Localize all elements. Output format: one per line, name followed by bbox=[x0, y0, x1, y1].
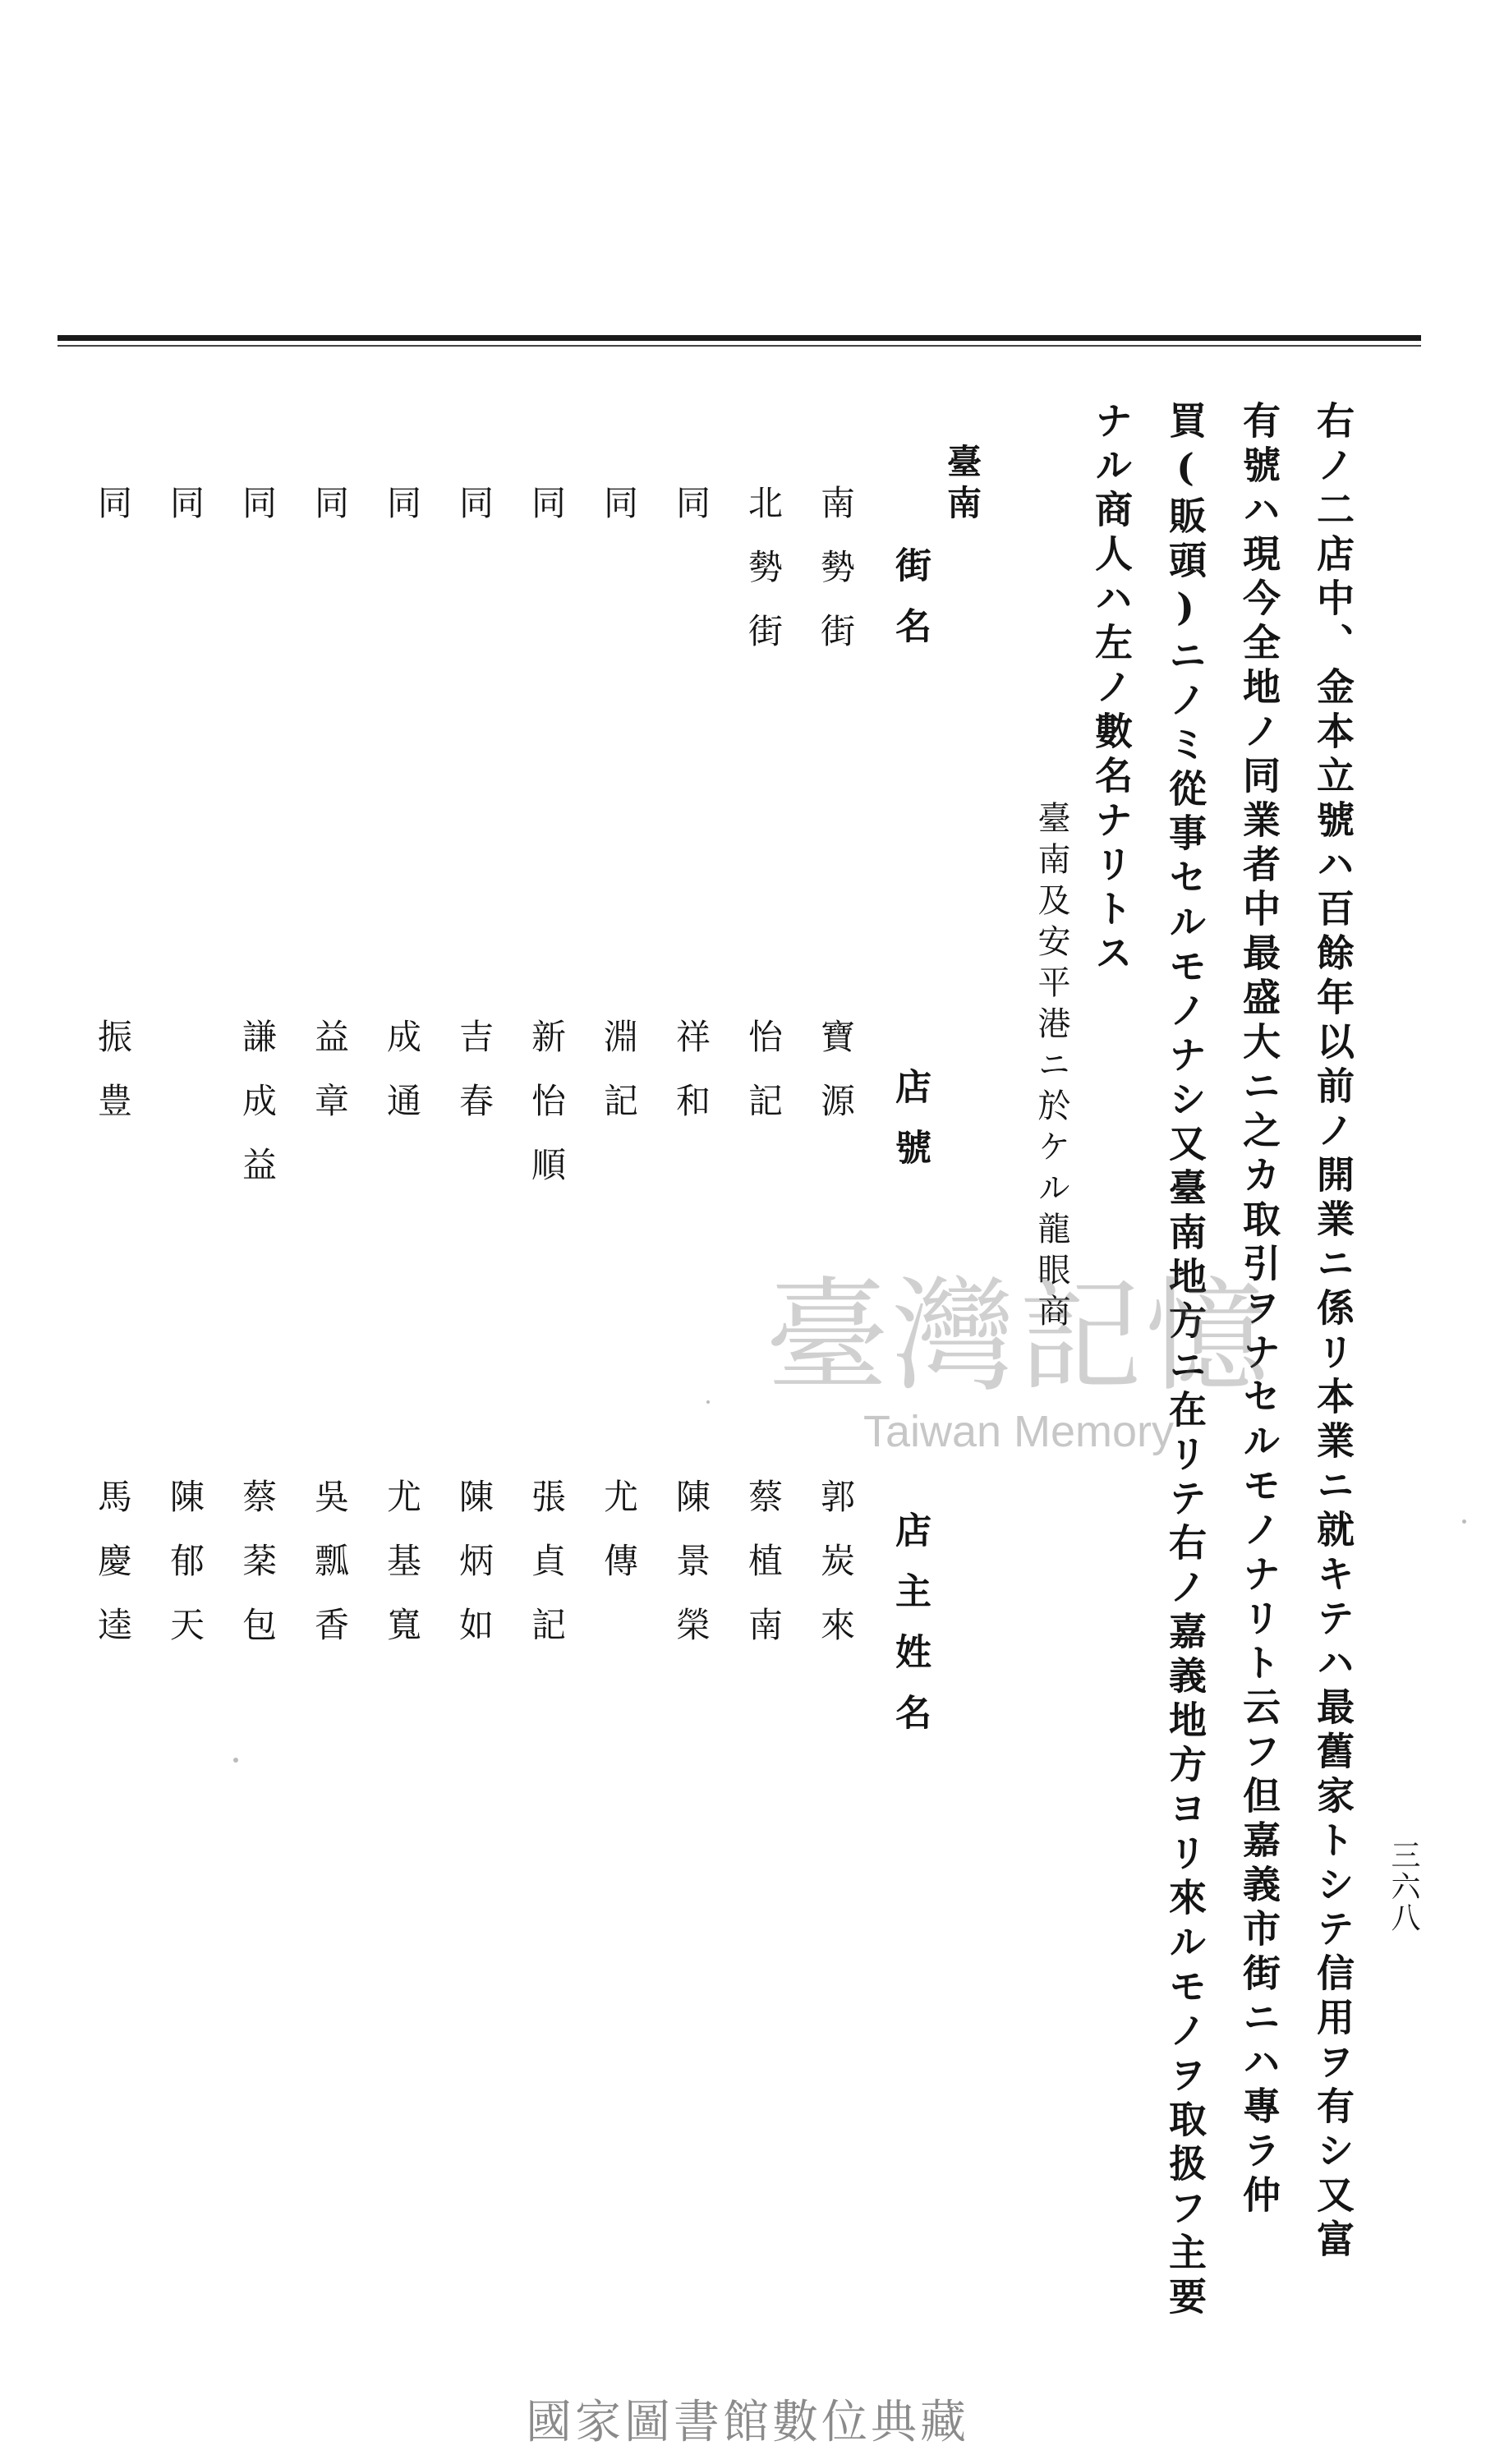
table-cell-street: 同 bbox=[527, 485, 567, 549]
table-cell-store: 成通 bbox=[382, 1018, 422, 1147]
table-cell-street: 同 bbox=[599, 485, 639, 549]
header-street: 街名 bbox=[889, 546, 931, 668]
table-cell-street: 同 bbox=[671, 485, 711, 549]
scan-speck bbox=[233, 1758, 238, 1763]
table-cell-store: 吉春 bbox=[454, 1018, 494, 1147]
table-cell-owner: 尤傳 bbox=[599, 1478, 639, 1607]
body-line-3: 買(販頭)ニノミ從事セルモノナシ又臺南地方ニ在リテ右ノ嘉義地方ヨリ來ルモノヲ取扱フ主要 bbox=[1163, 401, 1208, 2321]
section-heading: 臺南及安平港ニ於ケル龍眼商 bbox=[1033, 801, 1070, 1335]
table-cell-owner: 陳郁天 bbox=[165, 1478, 205, 1671]
table-cell-owner: 蔡棻包 bbox=[237, 1478, 278, 1671]
table-cell-owner: 吳瓢香 bbox=[310, 1478, 350, 1671]
table-cell-store: 淵記 bbox=[599, 1018, 639, 1147]
body-line-4: ナル商人ハ左ノ數名ナリトス bbox=[1089, 401, 1134, 977]
watermark-logo-text: 臺灣記憶 bbox=[765, 1266, 1272, 1409]
region-label: 臺南 bbox=[942, 444, 982, 526]
table-cell-street: 北勢街 bbox=[743, 485, 784, 677]
table-cell-owner: 陳炳如 bbox=[454, 1478, 494, 1671]
taiwan-memory-watermark bbox=[739, 1240, 1298, 1454]
header-store: 店號 bbox=[889, 1068, 931, 1189]
watermark-english-text: Taiwan Memory bbox=[862, 1407, 1175, 1456]
table-cell-store: 祥和 bbox=[671, 1018, 711, 1147]
table-cell-owner: 郭炭來 bbox=[816, 1478, 856, 1671]
table-cell-owner: 尤基寬 bbox=[382, 1478, 422, 1671]
body-line-2: 有號ハ現今全地ノ同業者中最盛大ニ之カ取引ヲナセルモノナリト云フ但嘉義市街ニハ專ラ仲 bbox=[1237, 401, 1281, 2219]
table-cell-store: 新怡順 bbox=[527, 1018, 567, 1211]
table-cell-street: 同 bbox=[93, 485, 133, 549]
table-cell-street: 同 bbox=[310, 485, 350, 549]
top-rule-thin bbox=[58, 345, 1421, 347]
table-cell-owner: 陳景榮 bbox=[671, 1478, 711, 1671]
body-line-1: 右ノ二店中、金本立號ハ百餘年以前ノ開業ニ係リ本業ニ就キテハ最舊家トシテ信用ヲ有シ又富 bbox=[1311, 401, 1355, 2264]
table-cell-street: 同 bbox=[165, 485, 205, 549]
table-cell-owner: 張貞記 bbox=[527, 1478, 567, 1671]
table-cell-store: 振豊 bbox=[93, 1018, 133, 1147]
table-cell-street: 南勢街 bbox=[816, 485, 856, 677]
table-cell-store: 謙成益 bbox=[237, 1018, 278, 1211]
table-cell-store: 益章 bbox=[310, 1018, 350, 1147]
table-cell-street: 同 bbox=[382, 485, 422, 549]
table-cell-street: 同 bbox=[454, 485, 494, 549]
table-cell-street: 同 bbox=[237, 485, 278, 549]
table-cell-store: 寶源 bbox=[816, 1018, 856, 1147]
table-cell-owner: 蔡植南 bbox=[743, 1478, 784, 1671]
header-owner: 店主姓名 bbox=[889, 1511, 931, 1754]
page-number: 三六八 bbox=[1387, 1840, 1420, 1933]
top-rule bbox=[58, 335, 1421, 341]
table-cell-store: 怡記 bbox=[743, 1018, 784, 1147]
scan-speck bbox=[1462, 1519, 1466, 1524]
table-cell-owner: 馬慶逵 bbox=[93, 1478, 133, 1671]
footer-library-credit: 國家圖書館數位典藏 bbox=[526, 2396, 969, 2449]
scan-speck bbox=[706, 1400, 710, 1404]
